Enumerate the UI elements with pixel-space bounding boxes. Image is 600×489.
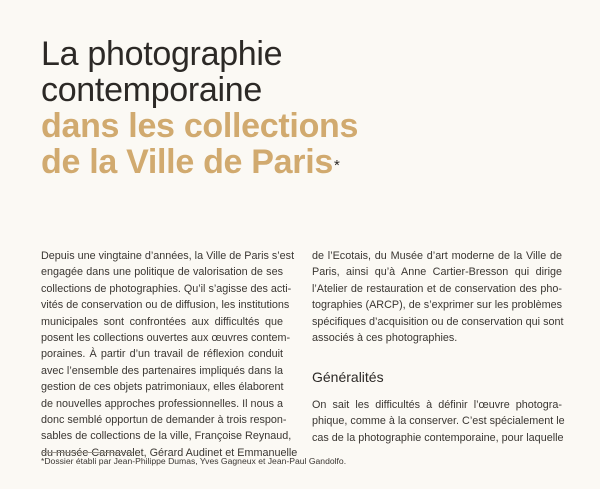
body-line: avec l’ensemble des partenaires impliqués dans la — [41, 364, 283, 377]
body-line: Depuis une vingtaine d’années, la Ville de Paris s’est — [41, 250, 295, 262]
body-line: du musée Carnavalet, Gérard Audinet et Emmanuelle — [41, 446, 298, 459]
footnote: *Dossier établi par Jean-Philippe Dumas, Yves Gagneux et Jean-Paul Gandolfo. — [41, 456, 347, 466]
title-line-4 — [41, 144, 581, 180]
body-line: de l’Ecotais, du Musée d’art moderne de la Ville de — [312, 250, 562, 262]
title-line-1: La photographie — [41, 35, 283, 73]
body-line: poraines. À partir d’un travail de réflexion conduit — [41, 348, 283, 361]
body-line: tographies (ARCP), de s’exprimer sur les problèmes — [312, 299, 562, 312]
body-line: de nouvelles approches professionnelles. Il nous a — [41, 397, 283, 410]
body-line: gestion de ces objets patrimoniaux, elles élaborent — [41, 381, 284, 394]
body-line: On sait les difficultés à définir l’œuvre photogra- — [312, 399, 562, 411]
right-column-top — [312, 248, 562, 346]
body-line: phique, comme à la conserver. C’est spécialement le — [312, 415, 565, 428]
right-column-bottom — [312, 397, 565, 446]
body-line: spécifiques d’acquisition ou de conservation qui sont — [312, 315, 564, 328]
body-line: municipales sont confrontées aux difficultés que — [41, 315, 283, 328]
footnote-divider — [41, 452, 133, 453]
page-title — [41, 36, 581, 180]
body-line: cas de la photographie contemporaine, pour laquelle — [312, 431, 564, 444]
body-line: associés à ces photographies. — [312, 332, 458, 345]
body-line: posent les collections ouvertes aux œuvres contem- — [41, 332, 291, 345]
section-heading: Généralités — [312, 369, 384, 385]
body-line: sables de collections de la ville, Françoise Reynaud, — [41, 430, 292, 443]
body-line: l’Atelier de restauration et de conservation des pho- — [312, 282, 562, 295]
left-column — [41, 248, 298, 461]
body-line: engagée dans une politique de valorisation de ses — [41, 266, 283, 279]
body-line: donc semblé opportun de demander à trois respon- — [41, 414, 287, 427]
body-line: collections de photographies. Qu’il s’agisse des acti- — [41, 282, 292, 295]
body-line: vités de conservation ou de diffusion, les institutions — [41, 299, 290, 312]
body-line: Paris, ainsi qu’à Anne Cartier-Bresson qui dirige — [312, 266, 562, 279]
title-line-4-text: de la Ville de Paris — [41, 143, 333, 181]
footnote-marker: * — [333, 157, 340, 174]
title-line-2: contemporaine — [41, 71, 263, 109]
title-line-3: dans les collections — [41, 107, 359, 145]
